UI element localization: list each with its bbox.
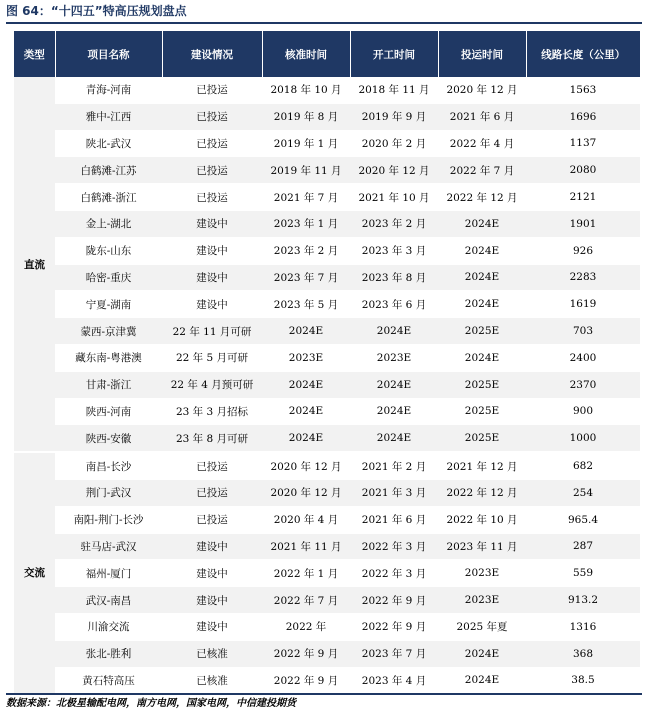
operation-time-cell: 2022 年 7 月 bbox=[438, 157, 526, 184]
operation-time-cell: 2022 年 12 月 bbox=[438, 479, 526, 506]
operation-time-cell: 2024E bbox=[438, 667, 526, 694]
line-length-cell: 1901 bbox=[526, 210, 640, 237]
project-name-cell: 藏东南-粤港澳 bbox=[55, 344, 162, 371]
approval-time-cell: 2023 年 5 月 bbox=[262, 291, 350, 318]
header-start-time: 开工时间 bbox=[350, 31, 438, 77]
table-row bbox=[14, 318, 640, 345]
status-cell: 已投运 bbox=[162, 184, 262, 211]
approval-time-cell: 2018 年 10 月 bbox=[262, 77, 350, 103]
status-cell: 已核准 bbox=[162, 667, 262, 694]
table-body bbox=[14, 77, 640, 694]
operation-time-cell: 2021 年 12 月 bbox=[438, 452, 526, 479]
line-length-cell: 2283 bbox=[526, 264, 640, 291]
status-cell: 已投运 bbox=[162, 479, 262, 506]
header-project-name: 项目名称 bbox=[55, 31, 162, 77]
table-header-row bbox=[14, 31, 640, 77]
header-status: 建设情况 bbox=[162, 31, 262, 77]
status-cell: 建设中 bbox=[162, 210, 262, 237]
project-name-cell: 白鹤滩-江苏 bbox=[55, 157, 162, 184]
approval-time-cell: 2022 年 bbox=[262, 613, 350, 640]
line-length-cell: 1000 bbox=[526, 425, 640, 452]
approval-time-cell: 2022 年 9 月 bbox=[262, 667, 350, 694]
project-name-cell: 武汉-南昌 bbox=[55, 587, 162, 614]
approval-time-cell: 2023 年 1 月 bbox=[262, 210, 350, 237]
approval-time-cell: 2022 年 9 月 bbox=[262, 640, 350, 667]
table-row bbox=[14, 506, 640, 533]
approval-time-cell: 2024E bbox=[262, 425, 350, 452]
project-name-cell: 雅中-江西 bbox=[55, 103, 162, 130]
status-cell: 建设中 bbox=[162, 560, 262, 587]
table-row bbox=[14, 344, 640, 371]
line-length-cell: 965.4 bbox=[526, 506, 640, 533]
operation-time-cell: 2025E bbox=[438, 398, 526, 425]
approval-time-cell: 2020 年 12 月 bbox=[262, 479, 350, 506]
header-line-length: 线路长度（公里） bbox=[526, 31, 640, 77]
line-length-cell: 2400 bbox=[526, 344, 640, 371]
approval-time-cell: 2021 年 7 月 bbox=[262, 184, 350, 211]
type-group-cell: 交流 bbox=[14, 452, 55, 694]
start-time-cell: 2021 年 6 月 bbox=[350, 506, 438, 533]
line-length-cell: 559 bbox=[526, 560, 640, 587]
project-name-cell: 南阳-荆门-长沙 bbox=[55, 506, 162, 533]
status-cell: 已投运 bbox=[162, 77, 262, 103]
approval-time-cell: 2019 年 11 月 bbox=[262, 157, 350, 184]
table-row bbox=[14, 264, 640, 291]
line-length-cell: 1619 bbox=[526, 291, 640, 318]
project-name-cell: 宁夏-湖南 bbox=[55, 291, 162, 318]
table-row bbox=[14, 237, 640, 264]
line-length-cell: 2080 bbox=[526, 157, 640, 184]
table-row bbox=[14, 130, 640, 157]
project-name-cell: 甘肃-浙江 bbox=[55, 371, 162, 398]
table-row bbox=[14, 587, 640, 614]
line-length-cell: 1316 bbox=[526, 613, 640, 640]
operation-time-cell: 2024E bbox=[438, 291, 526, 318]
status-cell: 已投运 bbox=[162, 157, 262, 184]
table-row bbox=[14, 425, 640, 452]
status-cell: 已投运 bbox=[162, 506, 262, 533]
line-length-cell: 703 bbox=[526, 318, 640, 345]
line-length-cell: 682 bbox=[526, 452, 640, 479]
project-name-cell: 荆门-武汉 bbox=[55, 479, 162, 506]
operation-time-cell: 2023E bbox=[438, 587, 526, 614]
approval-time-cell: 2023 年 2 月 bbox=[262, 237, 350, 264]
approval-time-cell: 2020 年 4 月 bbox=[262, 506, 350, 533]
status-cell: 建设中 bbox=[162, 587, 262, 614]
status-cell: 建设中 bbox=[162, 613, 262, 640]
start-time-cell: 2023 年 6 月 bbox=[350, 291, 438, 318]
project-name-cell: 黄石特高压 bbox=[55, 667, 162, 694]
start-time-cell: 2020 年 2 月 bbox=[350, 130, 438, 157]
table-row bbox=[14, 452, 640, 479]
start-time-cell: 2021 年 2 月 bbox=[350, 452, 438, 479]
table-row bbox=[14, 640, 640, 667]
operation-time-cell: 2025 年夏 bbox=[438, 613, 526, 640]
project-name-cell: 金上-湖北 bbox=[55, 210, 162, 237]
approval-time-cell: 2019 年 8 月 bbox=[262, 103, 350, 130]
line-length-cell: 1137 bbox=[526, 130, 640, 157]
table-row bbox=[14, 291, 640, 318]
start-time-cell: 2022 年 9 月 bbox=[350, 587, 438, 614]
start-time-cell: 2021 年 10 月 bbox=[350, 184, 438, 211]
start-time-cell: 2023 年 3 月 bbox=[350, 237, 438, 264]
start-time-cell: 2023E bbox=[350, 344, 438, 371]
approval-time-cell: 2024E bbox=[262, 371, 350, 398]
line-length-cell: 287 bbox=[526, 533, 640, 560]
approval-time-cell: 2022 年 7 月 bbox=[262, 587, 350, 614]
status-cell: 23 年 3 月招标 bbox=[162, 398, 262, 425]
start-time-cell: 2022 年 9 月 bbox=[350, 613, 438, 640]
approval-time-cell: 2024E bbox=[262, 398, 350, 425]
approval-time-cell: 2021 年 11 月 bbox=[262, 533, 350, 560]
table-row bbox=[14, 103, 640, 130]
approval-time-cell: 2020 年 12 月 bbox=[262, 452, 350, 479]
status-cell: 已核准 bbox=[162, 640, 262, 667]
status-cell: 23 年 8 月可研 bbox=[162, 425, 262, 452]
approval-time-cell: 2024E bbox=[262, 318, 350, 345]
project-name-cell: 蒙西-京津冀 bbox=[55, 318, 162, 345]
table-row bbox=[14, 560, 640, 587]
table-row bbox=[14, 613, 640, 640]
status-cell: 22 年 5 月可研 bbox=[162, 344, 262, 371]
start-time-cell: 2023 年 4 月 bbox=[350, 667, 438, 694]
operation-time-cell: 2024E bbox=[438, 237, 526, 264]
project-name-cell: 陕西-安徽 bbox=[55, 425, 162, 452]
project-name-cell: 白鹤滩-浙江 bbox=[55, 184, 162, 211]
operation-time-cell: 2024E bbox=[438, 264, 526, 291]
uhv-project-table bbox=[14, 31, 640, 695]
table-row bbox=[14, 210, 640, 237]
operation-time-cell: 2022 年 4 月 bbox=[438, 130, 526, 157]
status-cell: 已投运 bbox=[162, 452, 262, 479]
start-time-cell: 2023 年 8 月 bbox=[350, 264, 438, 291]
type-group-cell: 直流 bbox=[14, 77, 55, 452]
line-length-cell: 1563 bbox=[526, 77, 640, 103]
operation-time-cell: 2020 年 12 月 bbox=[438, 77, 526, 103]
status-cell: 已投运 bbox=[162, 103, 262, 130]
approval-time-cell: 2023E bbox=[262, 344, 350, 371]
table-row bbox=[14, 157, 640, 184]
operation-time-cell: 2025E bbox=[438, 371, 526, 398]
start-time-cell: 2023 年 7 月 bbox=[350, 640, 438, 667]
header-approval-time: 核准时间 bbox=[262, 31, 350, 77]
operation-time-cell: 2025E bbox=[438, 318, 526, 345]
table-row bbox=[14, 398, 640, 425]
line-length-cell: 2370 bbox=[526, 371, 640, 398]
status-cell: 已投运 bbox=[162, 130, 262, 157]
status-cell: 建设中 bbox=[162, 533, 262, 560]
table-row bbox=[14, 371, 640, 398]
status-cell: 建设中 bbox=[162, 291, 262, 318]
line-length-cell: 900 bbox=[526, 398, 640, 425]
status-cell: 建设中 bbox=[162, 264, 262, 291]
status-cell: 22 年 4 月预可研 bbox=[162, 371, 262, 398]
table-row bbox=[14, 667, 640, 694]
start-time-cell: 2022 年 3 月 bbox=[350, 533, 438, 560]
operation-time-cell: 2023E bbox=[438, 560, 526, 587]
figure-title: 图 64：“十四五”特高压规划盘点 bbox=[6, 2, 642, 24]
operation-time-cell: 2022 年 12 月 bbox=[438, 184, 526, 211]
line-length-cell: 926 bbox=[526, 237, 640, 264]
table-row bbox=[14, 479, 640, 506]
start-time-cell: 2024E bbox=[350, 398, 438, 425]
table-row bbox=[14, 77, 640, 103]
line-length-cell: 38.5 bbox=[526, 667, 640, 694]
start-time-cell: 2020 年 12 月 bbox=[350, 157, 438, 184]
operation-time-cell: 2023 年 11 月 bbox=[438, 533, 526, 560]
start-time-cell: 2022 年 3 月 bbox=[350, 560, 438, 587]
start-time-cell: 2024E bbox=[350, 318, 438, 345]
project-name-cell: 哈密-重庆 bbox=[55, 264, 162, 291]
line-length-cell: 2121 bbox=[526, 184, 640, 211]
operation-time-cell: 2021 年 6 月 bbox=[438, 103, 526, 130]
approval-time-cell: 2022 年 1 月 bbox=[262, 560, 350, 587]
approval-time-cell: 2023 年 7 月 bbox=[262, 264, 350, 291]
project-name-cell: 张北-胜利 bbox=[55, 640, 162, 667]
line-length-cell: 1696 bbox=[526, 103, 640, 130]
project-name-cell: 陕西-河南 bbox=[55, 398, 162, 425]
table-row bbox=[14, 184, 640, 211]
header-operation-time: 投运时间 bbox=[438, 31, 526, 77]
project-name-cell: 青海-河南 bbox=[55, 77, 162, 103]
status-cell: 22 年 11 月可研 bbox=[162, 318, 262, 345]
start-time-cell: 2021 年 3 月 bbox=[350, 479, 438, 506]
start-time-cell: 2018 年 11 月 bbox=[350, 77, 438, 103]
line-length-cell: 913.2 bbox=[526, 587, 640, 614]
data-source-note: 数据来源：北极星输配电网，南方电网，国家电网，中信建投期货 bbox=[6, 693, 642, 715]
table-row bbox=[14, 533, 640, 560]
project-name-cell: 福州-厦门 bbox=[55, 560, 162, 587]
header-type: 类型 bbox=[14, 31, 55, 77]
operation-time-cell: 2025E bbox=[438, 425, 526, 452]
approval-time-cell: 2019 年 1 月 bbox=[262, 130, 350, 157]
project-name-cell: 南昌-长沙 bbox=[55, 452, 162, 479]
start-time-cell: 2024E bbox=[350, 425, 438, 452]
operation-time-cell: 2022 年 10 月 bbox=[438, 506, 526, 533]
project-name-cell: 陕北-武汉 bbox=[55, 130, 162, 157]
start-time-cell: 2019 年 9 月 bbox=[350, 103, 438, 130]
operation-time-cell: 2024E bbox=[438, 344, 526, 371]
project-name-cell: 陇东-山东 bbox=[55, 237, 162, 264]
line-length-cell: 368 bbox=[526, 640, 640, 667]
start-time-cell: 2023 年 2 月 bbox=[350, 210, 438, 237]
status-cell: 建设中 bbox=[162, 237, 262, 264]
operation-time-cell: 2024E bbox=[438, 210, 526, 237]
project-name-cell: 川渝交流 bbox=[55, 613, 162, 640]
start-time-cell: 2024E bbox=[350, 371, 438, 398]
operation-time-cell: 2024E bbox=[438, 640, 526, 667]
project-name-cell: 驻马店-武汉 bbox=[55, 533, 162, 560]
line-length-cell: 254 bbox=[526, 479, 640, 506]
